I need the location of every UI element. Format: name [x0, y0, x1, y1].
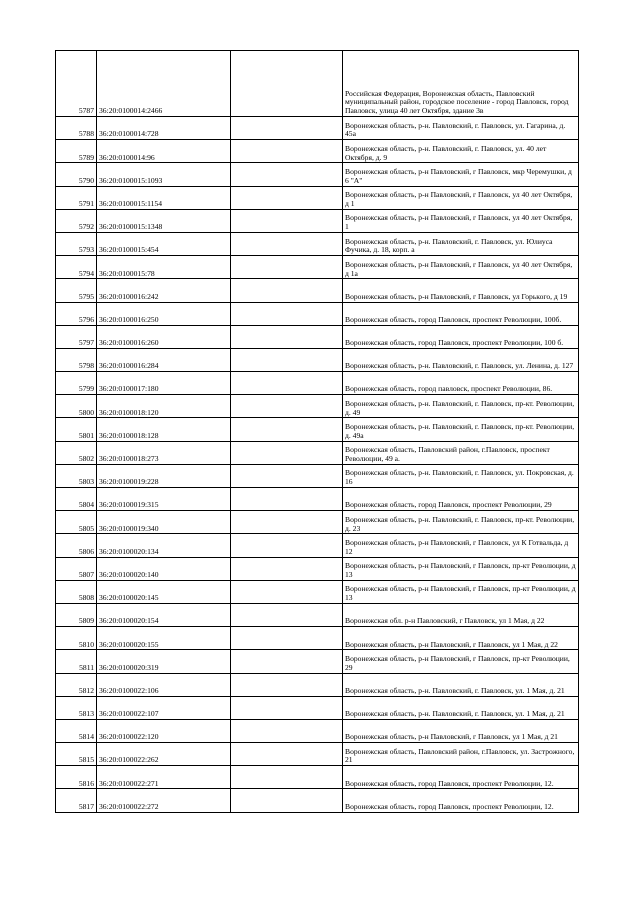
- empty-cell: [231, 603, 343, 626]
- table-row: [56, 603, 579, 626]
- address-cell: Воронежская область, город Павловск, проспект Революции, 29: [343, 488, 579, 511]
- empty-cell: [231, 557, 343, 580]
- row-number-cell: 5811: [56, 650, 97, 673]
- cadastral-number-cell: 36:20:0100019:340: [97, 511, 231, 534]
- table-row: [56, 418, 579, 441]
- table-row: [56, 464, 579, 487]
- empty-cell: [231, 743, 343, 766]
- row-number-cell: 5797: [56, 325, 97, 348]
- cadastral-number-cell: 36:20:0100017:180: [97, 372, 231, 395]
- row-number-cell: 5790: [56, 163, 97, 186]
- registry-table: [55, 50, 579, 813]
- row-number-cell: 5815: [56, 743, 97, 766]
- empty-cell: [231, 441, 343, 464]
- address-cell: Воронежская область, Павловский район, г.Павловск, ул. Застрожного, 21: [343, 743, 579, 766]
- cadastral-number-cell: 36:20:0100014:728: [97, 117, 231, 140]
- table-row: [56, 325, 579, 348]
- address-cell: Воронежская область, р-н. Павловский, г. Павловск, ул. Юлиуса Фучика, д. 18, корп. а: [343, 232, 579, 255]
- address-cell: Воронежская область, город Павловск, проспект Революции, 12.: [343, 789, 579, 812]
- table-row: [56, 117, 579, 140]
- table-row: [56, 766, 579, 789]
- empty-cell: [231, 163, 343, 186]
- empty-cell: [231, 673, 343, 696]
- empty-cell: [231, 325, 343, 348]
- cadastral-number-cell: 36:20:0100022:271: [97, 766, 231, 789]
- address-cell: Воронежская область, Павловский район, г.Павловск, проспект Революции, 49 а.: [343, 441, 579, 464]
- table-row: [56, 302, 579, 325]
- cadastral-number-cell: 36:20:0100022:262: [97, 743, 231, 766]
- table-row: [56, 650, 579, 673]
- empty-cell: [231, 117, 343, 140]
- table-row: [56, 140, 579, 163]
- empty-cell: [231, 719, 343, 742]
- cadastral-number-cell: 36:20:0100022:272: [97, 789, 231, 812]
- table-row: [56, 580, 579, 603]
- row-number-cell: 5813: [56, 696, 97, 719]
- row-number-cell: 5803: [56, 464, 97, 487]
- row-number-cell: 5795: [56, 279, 97, 302]
- cadastral-number-cell: 36:20:0100018:120: [97, 395, 231, 418]
- empty-cell: [231, 395, 343, 418]
- table-row: [56, 627, 579, 650]
- registry-table-body: [56, 51, 579, 813]
- row-number-cell: 5817: [56, 789, 97, 812]
- empty-cell: [231, 627, 343, 650]
- row-number-cell: 5798: [56, 348, 97, 371]
- address-cell: Воронежская область, р-н Павловский, г Павловск, ул 40 лет Октября, 1: [343, 209, 579, 232]
- empty-cell: [231, 279, 343, 302]
- table-row: [56, 534, 579, 557]
- address-cell: Воронежская область, р-н. Павловский, г. Павловск, ул. 1 Мая, д. 21: [343, 673, 579, 696]
- cadastral-number-cell: 36:20:0100016:242: [97, 279, 231, 302]
- address-cell: Воронежская область, р-н. Павловский, г. Павловск, пр-кт. Революции, д. 23: [343, 511, 579, 534]
- cadastral-number-cell: 36:20:0100015:1348: [97, 209, 231, 232]
- empty-cell: [231, 209, 343, 232]
- table-row: [56, 789, 579, 812]
- empty-cell: [231, 302, 343, 325]
- row-number-cell: 5804: [56, 488, 97, 511]
- row-number-cell: 5793: [56, 232, 97, 255]
- address-cell: Воронежская область, р-н. Павловский, г. Павловск, ул. Покровская, д. 16: [343, 464, 579, 487]
- empty-cell: [231, 696, 343, 719]
- address-cell: Воронежская область, город павловск, проспект Революции, 86.: [343, 372, 579, 395]
- address-cell: Воронежская область, р-н. Павловский, г. Павловск, ул. 40 лет Октября, д. 9: [343, 140, 579, 163]
- empty-cell: [231, 51, 343, 117]
- empty-cell: [231, 232, 343, 255]
- address-cell: Воронежская область, р-н Павловский, г Павловск, ул Горького, д 19: [343, 279, 579, 302]
- row-number-cell: 5801: [56, 418, 97, 441]
- table-row: [56, 696, 579, 719]
- empty-cell: [231, 186, 343, 209]
- empty-cell: [231, 418, 343, 441]
- cadastral-number-cell: 36:20:0100018:128: [97, 418, 231, 441]
- table-row: [56, 488, 579, 511]
- cadastral-number-cell: 36:20:0100018:273: [97, 441, 231, 464]
- address-cell: Воронежская область, р-н Павловский, г Павловск, ул 40 лет Октября, д 1: [343, 186, 579, 209]
- cadastral-number-cell: 36:20:0100015:78: [97, 256, 231, 279]
- row-number-cell: 5807: [56, 557, 97, 580]
- cadastral-number-cell: 36:20:0100020:140: [97, 557, 231, 580]
- address-cell: Воронежская область, город Павловск, проспект Революции, 100 б.: [343, 325, 579, 348]
- row-number-cell: 5805: [56, 511, 97, 534]
- row-number-cell: 5812: [56, 673, 97, 696]
- row-number-cell: 5810: [56, 627, 97, 650]
- table-row: [56, 557, 579, 580]
- table-row: [56, 511, 579, 534]
- address-cell: Воронежская область, р-н Павловский, г Павловск, ул 1 Мая, д 21: [343, 719, 579, 742]
- address-cell: Воронежская обл. р-н Павловский, г Павловск, ул 1 Мая, д 22: [343, 603, 579, 626]
- empty-cell: [231, 348, 343, 371]
- table-row: [56, 186, 579, 209]
- cadastral-number-cell: 36:20:0100014:2466: [97, 51, 231, 117]
- empty-cell: [231, 256, 343, 279]
- address-cell: Воронежская область, р-н Павловский, г Павловск, пр-кт Революции, д 13: [343, 557, 579, 580]
- table-row: [56, 441, 579, 464]
- empty-cell: [231, 650, 343, 673]
- empty-cell: [231, 464, 343, 487]
- cadastral-number-cell: 36:20:0100022:107: [97, 696, 231, 719]
- row-number-cell: 5814: [56, 719, 97, 742]
- table-row: [56, 348, 579, 371]
- address-cell: Воронежская область, р-н Павловский, г Павловск, ул К Готвальда, д 12: [343, 534, 579, 557]
- address-cell: Воронежская область, р-н Павловский, г Павловск, ул 1 Мая, д 22: [343, 627, 579, 650]
- address-cell: Воронежская область, р-н Павловский, г Павловск, ул 40 лет Октября, д 1а: [343, 256, 579, 279]
- cadastral-number-cell: 36:20:0100014:96: [97, 140, 231, 163]
- table-row: [56, 232, 579, 255]
- address-cell: Воронежская область, город Павловск, проспект Революции, 100б.: [343, 302, 579, 325]
- row-number-cell: 5792: [56, 209, 97, 232]
- cadastral-number-cell: 36:20:0100020:134: [97, 534, 231, 557]
- address-cell: Российская Федерация, Воронежская область, Павловский муниципальный район, городское поселение - город Павловск, город Павловск, улица 40 лет Октября, здание 3в: [343, 51, 579, 117]
- table-row: [56, 279, 579, 302]
- address-cell: Воронежская область, р-н Павловский, г Павловск, пр-кт Революции, 29: [343, 650, 579, 673]
- empty-cell: [231, 580, 343, 603]
- address-cell: Воронежская область, р-н Павловский, г Павловск, мкр Черемушки, д 6 "А": [343, 163, 579, 186]
- empty-cell: [231, 789, 343, 812]
- empty-cell: [231, 534, 343, 557]
- row-number-cell: 5789: [56, 140, 97, 163]
- row-number-cell: 5809: [56, 603, 97, 626]
- empty-cell: [231, 511, 343, 534]
- table-row: [56, 256, 579, 279]
- empty-cell: [231, 372, 343, 395]
- row-number-cell: 5800: [56, 395, 97, 418]
- cadastral-number-cell: 36:20:0100020:319: [97, 650, 231, 673]
- cadastral-number-cell: 36:20:0100015:454: [97, 232, 231, 255]
- row-number-cell: 5796: [56, 302, 97, 325]
- row-number-cell: 5787: [56, 51, 97, 117]
- address-cell: Воронежская область, р-н. Павловский, г. Павловск, пр-кт. Революции, д. 49а: [343, 418, 579, 441]
- row-number-cell: 5791: [56, 186, 97, 209]
- address-cell: Воронежская область, город Павловск, проспект Революции, 12.: [343, 766, 579, 789]
- address-cell: Воронежская область, р-н. Павловский, г. Павловск, ул. Ленина, д. 127: [343, 348, 579, 371]
- cadastral-number-cell: 36:20:0100019:228: [97, 464, 231, 487]
- table-row: [56, 209, 579, 232]
- table-row: [56, 51, 579, 117]
- cadastral-number-cell: 36:20:0100020:145: [97, 580, 231, 603]
- empty-cell: [231, 140, 343, 163]
- cadastral-number-cell: 36:20:0100016:284: [97, 348, 231, 371]
- table-row: [56, 395, 579, 418]
- address-cell: Воронежская область, р-н. Павловский, г. Павловск, ул. Гагарина, д. 45а: [343, 117, 579, 140]
- cadastral-number-cell: 36:20:0100022:106: [97, 673, 231, 696]
- row-number-cell: 5816: [56, 766, 97, 789]
- table-row: [56, 673, 579, 696]
- address-cell: Воронежская область, р-н. Павловский, г. Павловск, ул. 1 Мая, д. 21: [343, 696, 579, 719]
- cadastral-number-cell: 36:20:0100016:250: [97, 302, 231, 325]
- table-row: [56, 743, 579, 766]
- row-number-cell: 5799: [56, 372, 97, 395]
- table-row: [56, 163, 579, 186]
- row-number-cell: 5806: [56, 534, 97, 557]
- cadastral-number-cell: 36:20:0100015:1093: [97, 163, 231, 186]
- row-number-cell: 5808: [56, 580, 97, 603]
- cadastral-number-cell: 36:20:0100019:315: [97, 488, 231, 511]
- empty-cell: [231, 766, 343, 789]
- table-row: [56, 372, 579, 395]
- address-cell: Воронежская область, р-н. Павловский, г. Павловск, пр-кт. Революции, д. 49: [343, 395, 579, 418]
- cadastral-number-cell: 36:20:0100020:154: [97, 603, 231, 626]
- cadastral-number-cell: 36:20:0100020:155: [97, 627, 231, 650]
- row-number-cell: 5788: [56, 117, 97, 140]
- row-number-cell: 5794: [56, 256, 97, 279]
- cadastral-number-cell: 36:20:0100016:260: [97, 325, 231, 348]
- cadastral-number-cell: 36:20:0100015:1154: [97, 186, 231, 209]
- cadastral-number-cell: 36:20:0100022:120: [97, 719, 231, 742]
- empty-cell: [231, 488, 343, 511]
- table-row: [56, 719, 579, 742]
- row-number-cell: 5802: [56, 441, 97, 464]
- address-cell: Воронежская область, р-н Павловский, г Павловск, пр-кт Революции, д 13: [343, 580, 579, 603]
